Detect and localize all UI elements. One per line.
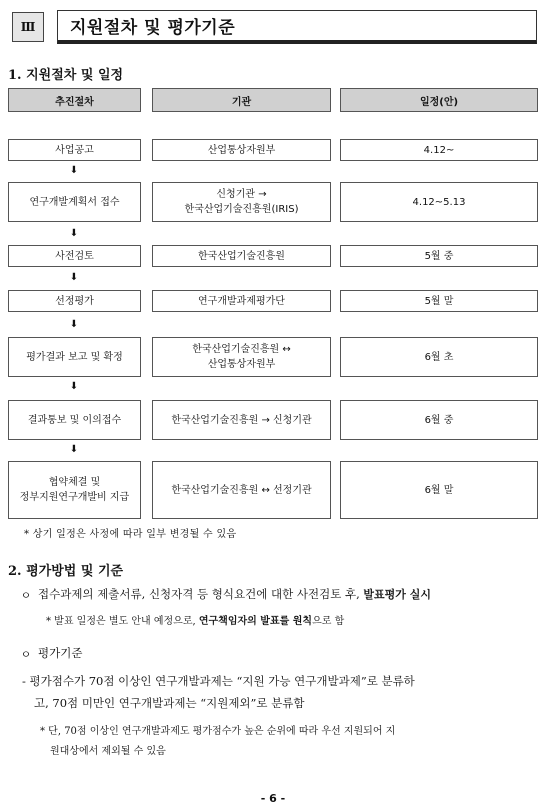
- table-row-date: 5월 말: [340, 290, 538, 312]
- criteria-line-2: 고, 70점 미만인 연구개발과제는 “지원제외”로 분류함: [34, 696, 305, 710]
- bullet-circle-icon: ㅇ: [20, 648, 32, 661]
- col-header-date: 일정(안): [340, 88, 538, 112]
- criteria-note-line-2: 원대상에서 제외될 수 있음: [50, 746, 166, 757]
- table-row-date: 5월 중: [340, 245, 538, 267]
- section-1-title: 1. 지원절차 및 일정: [8, 68, 124, 83]
- table-row-step: 협약체결 및 정부지원연구개발비 지급: [8, 461, 141, 519]
- table-row-date: 6월 초: [340, 337, 538, 377]
- table-row-org: 신청기관 → 한국산업기술진흥원(IRIS): [152, 182, 331, 222]
- table-row-step: 평가결과 보고 및 확정: [8, 337, 141, 377]
- table-row-date: 6월 중: [340, 400, 538, 440]
- table-row-step: 선정평가: [8, 290, 141, 312]
- bullet-circle-icon: ㅇ: [20, 589, 32, 602]
- criteria-line-1: - 평가점수가 70점 이상인 연구개발과제는 “지원 가능 연구개발과제”로 분류하: [22, 674, 415, 688]
- chapter-title: 지원절차 및 평가기준: [57, 10, 537, 44]
- table-row-date: 6월 말: [340, 461, 538, 519]
- arrow-down-icon: ⬇: [69, 272, 79, 283]
- table-row-step: 사전검토: [8, 245, 141, 267]
- col-header-step: 추진절차: [8, 88, 141, 112]
- table-row-org: 한국산업기술진흥원: [152, 245, 331, 267]
- arrow-down-icon: ⬇: [69, 444, 79, 455]
- table-row-org: 한국산업기술진흥원 ↔ 선정기관: [152, 461, 331, 519]
- col-header-org: 기관: [152, 88, 331, 112]
- table-row-org: 연구개발과제평가단: [152, 290, 331, 312]
- table-row-org: 한국산업기술진흥원 ↔ 산업통상자원부: [152, 337, 331, 377]
- criteria-label: 평가기준: [38, 646, 83, 660]
- presentation-note: * 발표 일정은 별도 안내 예정으로, 연구책임자의 발표를 원칙으로 함: [46, 616, 345, 627]
- arrow-down-icon: ⬇: [69, 228, 79, 239]
- table-row-date: 4.12~5.13: [340, 182, 538, 222]
- table-row-step: 결과통보 및 이의접수: [8, 400, 141, 440]
- table-row-org: 산업통상자원부: [152, 139, 331, 161]
- page-number: - 6 -: [260, 792, 286, 805]
- table-row-date: 4.12~: [340, 139, 538, 161]
- arrow-down-icon: ⬇: [69, 381, 79, 392]
- table-row-step: 사업공고: [8, 139, 141, 161]
- evaluation-method-text: 접수과제의 제출서류, 신청자격 등 형식요건에 대한 사전검토 후, 발표평가 실시: [38, 587, 431, 601]
- table-row-org: 한국산업기술진흥원 → 신청기관: [152, 400, 331, 440]
- arrow-down-icon: ⬇: [69, 319, 79, 330]
- arrow-down-icon: ⬇: [69, 165, 79, 176]
- table-row-step: 연구개발계획서 접수: [8, 182, 141, 222]
- schedule-note: * 상기 일정은 사정에 따라 일부 변경될 수 있음: [24, 529, 237, 540]
- chapter-numeral: Ⅲ: [12, 12, 44, 42]
- section-2-title: 2. 평가방법 및 기준: [8, 564, 124, 579]
- criteria-note-line-1: * 단, 70점 이상인 연구개발과제도 평가점수가 높은 순위에 따라 우선 지원되어 지: [40, 726, 396, 737]
